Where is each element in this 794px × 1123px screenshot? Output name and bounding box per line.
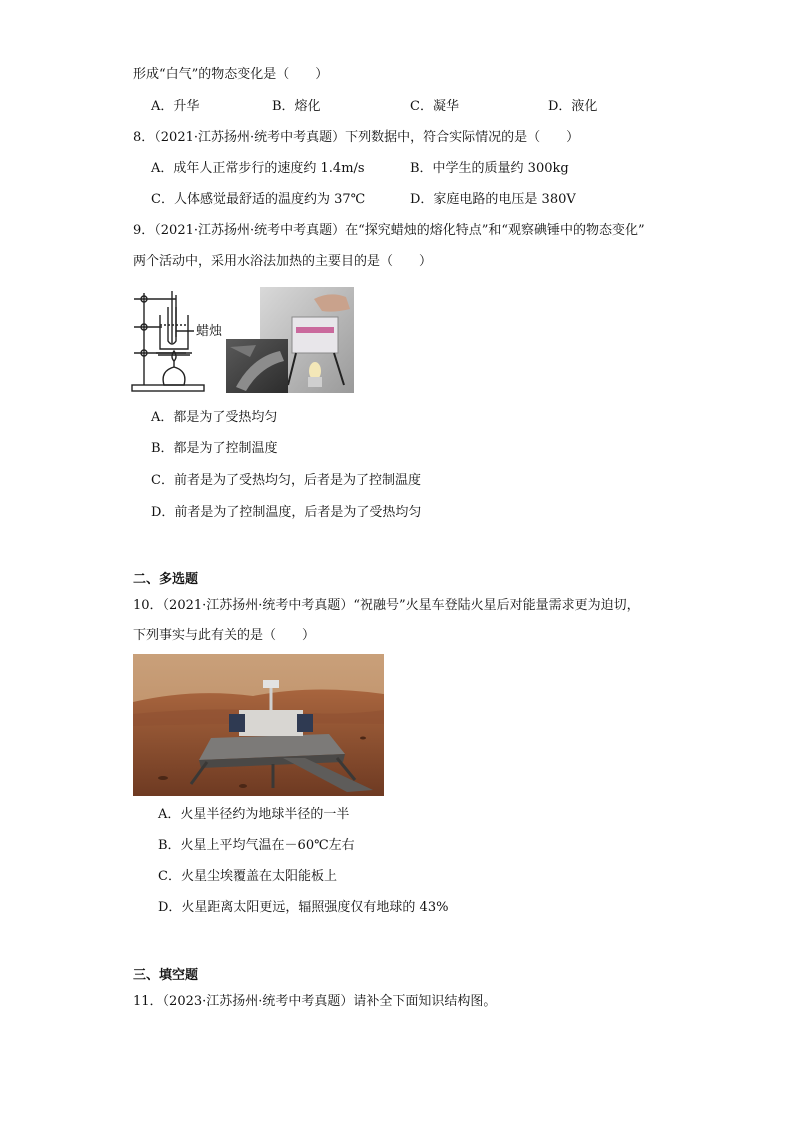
q9-option-a: A．都是为了受热均匀	[151, 410, 278, 425]
q10-option-b: B．火星上平均气温在－60℃左右	[158, 838, 355, 853]
q7-option-c: C．凝华	[410, 99, 459, 114]
section-title-multiple-choice: 二、多选题	[133, 572, 199, 587]
q8-stem: 8．（2021·江苏扬州·统考中考真题）下列数据中，符合实际情况的是（ ）	[133, 130, 580, 145]
q9-stem-line2: 两个活动中，采用水浴法加热的主要目的是（ ）	[133, 254, 433, 269]
q10-option-d: D．火星距离太阳更远，辐照强度仅有地球的 43%	[158, 900, 449, 915]
q10-option-a: A．火星半径约为地球半径的一半	[158, 807, 350, 822]
q7-stem-tail: 形成“白气”的物态变化是（ ）	[133, 67, 329, 82]
q8-option-d: D．家庭电路的电压是 380V	[410, 192, 576, 207]
q9-option-d: D．前者是为了控制温度，后者是为了受热均匀	[151, 505, 422, 520]
q9-figure-label: 蜡烛	[196, 323, 223, 338]
q10-option-c: C．火星尘埃覆盖在太阳能板上	[158, 869, 337, 884]
q9-option-c: C．前者是为了受热均匀，后者是为了控制温度	[151, 473, 421, 488]
q11-stem: 11．（2023·江苏扬州·统考中考真题）请补全下面知识结构图。	[133, 994, 497, 1009]
q9-experiment-photo	[226, 287, 354, 393]
q8-option-a: A．成年人正常步行的速度约 1.4m/s	[151, 161, 365, 176]
q8-option-c: C．人体感觉最舒适的温度约为 37℃	[151, 192, 366, 207]
q7-option-b: B．熔化	[272, 99, 321, 114]
q7-option-d: D．液化	[548, 99, 598, 114]
q10-stem-line1: 10．（2021·江苏扬州·统考中考真题）“祝融号”火星车登陆火星后对能量需求更为迫切，	[133, 598, 640, 613]
q7-option-a: A．升华	[151, 99, 200, 114]
q8-option-b: B．中学生的质量约 300kg	[410, 161, 569, 176]
q10-mars-rover-photo	[133, 654, 384, 796]
q9-option-b: B．都是为了控制温度	[151, 441, 278, 456]
q10-stem-line2: 下列事实与此有关的是（ ）	[133, 628, 316, 643]
q9-stem-line1: 9．（2021·江苏扬州·统考中考真题）在“探究蜡烛的熔化特点”和“观察碘锤中的物态变化”	[133, 223, 645, 238]
section-title-fill-in: 三、填空题	[133, 968, 199, 983]
